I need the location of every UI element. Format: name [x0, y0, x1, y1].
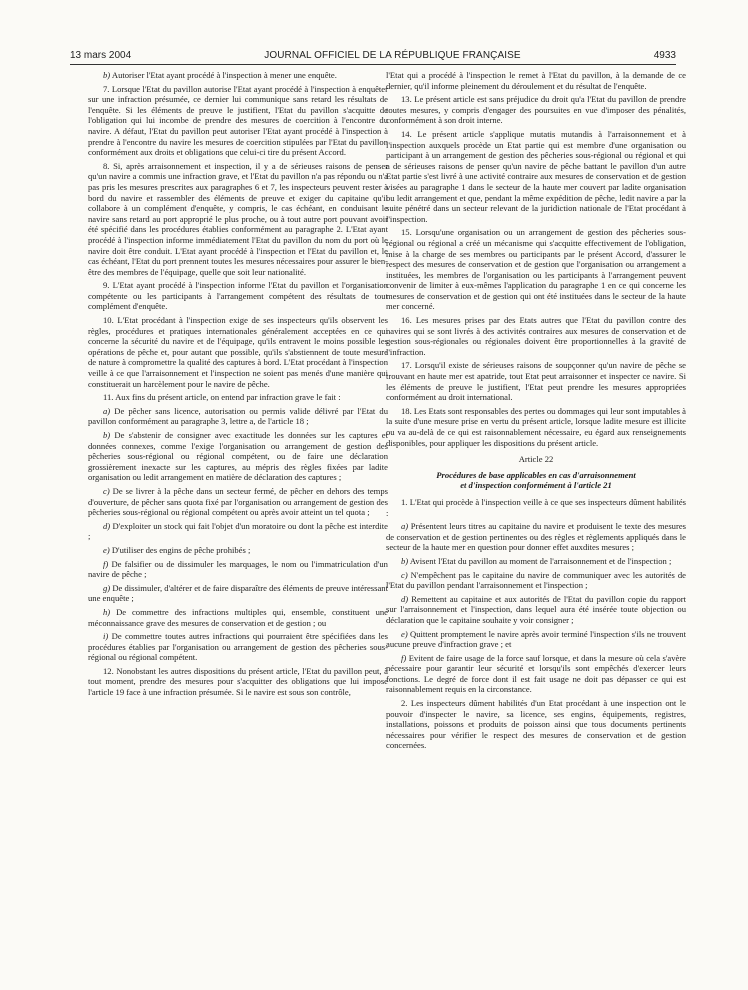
paragraph-text: 10. L'Etat procédant à l'inspection exige de ses inspecteurs qu'ils observent les règles, procédures et pratiques internationales généralement acceptées en ce qui concerne la sécurité du navire et de l'équipage, qu'ils entravent le moins possible les opérations de pêche et, pour autant que possible, qu'ils s'abstiennent de toute mesure de nature à compromettre la qualité des captures à bord. L'Etat procédant à l'inspection veille à ce que l'arraisonnement et l'inspection ne soient pas menés d'une manière qui constituerait un harcèlement pour le navire de pêche. — [88, 315, 388, 389]
list-letter: b) — [103, 70, 111, 80]
header-page-number: 4933 — [653, 49, 676, 61]
paragraph-text: Avisent l'Etat du pavillon au moment de l'arraisonnement et de l'inspection ; — [409, 555, 672, 566]
paragraph-text: 7. Lorsque l'Etat du pavillon autorise l'Etat ayant procédé à l'inspection à enquêter sur une infraction présumée, ce dernier lui communique sans retard les résultats de l'enquête. Si les éléments de preuve le justifient, l'Etat du pavillon s'acquitte de l'obligation qui lui incombe de prendre des mesures de coercition à l'encontre du navire. A défaut, l'Etat du pavillon peut autoriser l'Etat ayant procédé à l'inspection à prendre à l'encontre du navire les mesures de coercition stipulées par l'Etat du pavillon conformément aux droits et obligations que celui-ci tire du présent Accord. — [88, 83, 388, 158]
header-date: 13 mars 2004 — [70, 49, 132, 61]
paragraph — [88, 486, 388, 518]
paragraph — [88, 392, 388, 403]
paragraph-text: De pêcher sans licence, autorisation ou permis valide délivré par l'Etat du pavillon conformément au paragraphe 3, lettre a, de l'article 18 ; — [88, 405, 388, 427]
paragraph — [386, 406, 686, 448]
paragraph-text: De s'abstenir de consigner avec exactitude les données sur les captures et données connexes, comme l'exige l'organisation ou arrangement de gestion des pêcheries sous-régional ou régional compétent, ou de faire une déclaration grossièrement inexacte sur les captures, au mépris des règles fixées par ladite organisation ou ledit arrangement en matière de déclaration des captures ; — [88, 430, 388, 483]
right-column-bottom — [386, 497, 686, 751]
paragraph — [88, 607, 388, 628]
list-letter: f) — [401, 652, 407, 663]
paragraph-text: 15. Lorsqu'une organisation ou un arrangement de gestion des pêcheries sous-régional ou régional a créé un mécanisme qui s'acquitte effectivement de l'obligation, mise à la charge de ses membres ou participants par le présent Accord, d'assurer le respect des mesures de conservation et de gestion que l'organisation ou arrangement a instituées, les membres de l'organisation ou les participants à l'arrangement peuvent convenir de limiter à eux-mêmes l'application du paragraphe 1 en ce qui concerne les mesures de conservation et de gestion qui ont été instituées dans le secteur de la haute mer concerné. — [386, 227, 686, 312]
paragraph — [386, 315, 686, 357]
paragraph-text: 14. Le présent article s'applique mutatis mutandis à l'arraisonnement et à l'inspection auxquels procède un Etat partie qui est membre d'une organisation ou participant à un arrangement de gestion des pêcheries sous-régional ou régional et qui a de sérieuses raisons de penser qu'un navire de pêche battant le pavillon d'un autre Etat partie s'est livré à une activité contraire aux mesures de conservation et de gestion visées au paragraphe 1 dans le secteur de la haute mer couvert par ladite organisation ou ledit arrangement et que, pendant la même expédition de pêche, ledit navire a par la suite pénétré dans un secteur relevant de la juridiction nationale de l'Etat procédant à l'inspection. — [386, 128, 686, 224]
paragraph — [88, 430, 388, 483]
paragraph-text: De commettre toutes autres infractions qui pourraient être spécifiées dans les procédures établies par l'organisation ou arrangement de gestion des pêcheries sous-régional ou régional compétent. — [88, 631, 388, 663]
left-column — [88, 70, 388, 701]
list-letter: a) — [401, 521, 409, 532]
header-journal-title: JOURNAL OFFICIEL DE LA RÉPUBLIQUE FRANÇAISE — [264, 49, 521, 61]
paragraph — [386, 70, 686, 91]
list-letter: b) — [401, 555, 409, 566]
paragraph-text: De commettre des infractions multiples qui, ensemble, constituent une méconnaissance grave des mesures de conservation et de gestion ; ou — [88, 606, 388, 628]
list-letter: f) — [103, 558, 109, 569]
right-column — [386, 70, 686, 754]
paragraph — [88, 521, 388, 542]
header-rule — [70, 64, 676, 65]
paragraph — [386, 570, 686, 591]
paragraph — [88, 583, 388, 604]
paragraph-text: 1. L'Etat qui procède à l'inspection veille à ce que ses inspecteurs dûment habilités : — [386, 496, 686, 518]
paragraph — [386, 521, 686, 553]
paragraph-text: 9. L'Etat ayant procédé à l'inspection informe l'Etat du pavillon et l'organisation compétente ou les participants à l'arrangement compétent des résultats de tout complément d'enquête. — [88, 280, 388, 312]
paragraph — [88, 631, 388, 663]
paragraph-text: Evitent de faire usage de la force sauf lorsque, et dans la mesure où cela s'avère nécessaire pour garantir leur sécurité et lorsqu'ils sont empêchés d'exercer leurs fonctions. Le degré de force dont il est fait usage ne doit pas dépasser ce qui est raisonnablement requis en la circonstance. — [386, 652, 686, 695]
paragraph — [386, 360, 686, 402]
list-letter: h) — [103, 606, 111, 617]
paragraph — [88, 280, 388, 312]
paragraph-text: 18. Les Etats sont responsables des pertes ou dommages qui leur sont imputables à la suite d'une mesure prise en vertu du présent article, lorsque ladite mesure est illicite ou va au-delà de ce qui est raisonnablement nécessaire, eu égard aux renseignements disponibles, pour appliquer les dispositions du présent article. — [386, 405, 686, 448]
article-heading: Article 22 — [518, 454, 554, 465]
paragraph — [386, 629, 686, 650]
list-letter: e) — [103, 544, 110, 555]
paragraph-text: 8. Si, après arraisonnement et inspection, il y a de sérieuses raisons de penser qu'un navire a commis une infraction grave, et l'Etat du pavillon n'a pas répondu ou n'a pas pris les mesures prescrites aux paragraphes 6 et 7, les inspecteurs peuvent rester à bord du navire et rassembler des éléments de preuve et exiger du capitaine qu'il collabore à un complément d'enquête, y compris, le cas échéant, en conduisant le navire sans retard au port approprié le plus proche, ou à tout autre port pouvant avoir été spécifié dans les procédures établies conformément au paragraphe 2. L'Etat ayant procédé à l'inspection informe immédiatement l'Etat du pavillon du nom du port où le navire doit être conduit. L'Etat ayant procédé à l'inspection et l'Etat du pavillon et, le cas échéant, l'Etat du port prennent toutes les mesures nécessaires pour assurer le bien-être des membres de l'équipage, quelle que soit leur nationalité. — [88, 160, 388, 277]
paragraph — [386, 556, 686, 567]
paragraph-text: Remettent au capitaine et aux autorités de l'Etat du pavillon copie du rapport sur l'arraisonnement et l'inspection, dans lequel aura été insérée toute objection ou déclaration que le capitaine souhaite y voir consigner ; — [386, 593, 686, 625]
article-title-line1: Procédures de base applicables en cas d'arraisonnement — [436, 469, 636, 480]
paragraph — [386, 698, 686, 751]
paragraph-text: D'exploiter un stock qui fait l'objet d'un moratoire ou dont la pêche est interdite ; — [88, 520, 388, 542]
paragraph — [88, 666, 388, 698]
paragraph — [88, 315, 388, 389]
paragraph-text: De falsifier ou de dissimuler les marquages, le nom ou l'immatriculation d'un navire de pêche ; — [88, 558, 388, 580]
paragraph-text: 2. Les inspecteurs dûment habilités d'un Etat procédant à une inspection ont le pouvoir d'inspecter le navire, sa licence, ses engins, équipements, registres, installations, poissons et produits de poisson ainsi que tous documents pertinents nécessaires pour vérifier le respect des mesures de conservation et de gestion concernées. — [386, 698, 686, 751]
paragraph-text: 13. Le présent article est sans préjudice du droit qu'a l'Etat du pavillon de prendre toutes mesures, y compris d'engager des poursuites en vue d'imposer des pénalités, conformément à son droit interne. — [386, 94, 686, 126]
article-title — [386, 470, 686, 491]
paragraph-text: De se livrer à la pêche dans un secteur fermé, de pêcher en dehors des temps d'ouverture, de pêcher sans quota fixé par l'organisation ou arrangement de gestion des pêcheries sous-régional ou régional compétent ou après avoir atteint un tel quota ; — [88, 485, 388, 518]
list-letter: d) — [401, 593, 409, 604]
article-title-line2: et d'inspection conformément à l'article 21 — [460, 480, 612, 491]
list-letter: d) — [103, 520, 111, 531]
page-header — [70, 48, 676, 62]
list-letter: i) — [103, 631, 109, 642]
list-letter: e) — [401, 628, 408, 639]
paragraph — [386, 94, 686, 126]
paragraph — [88, 70, 388, 81]
paragraph — [386, 594, 686, 626]
paragraph-text: 12. Nonobstant les autres dispositions du présent article, l'Etat du pavillon peut, à tout moment, prendre des mesures pour s'acquitter des obligations que lui impose l'article 19 face à une infraction présumée. Si le navire est sous son contrôle, — [88, 665, 388, 698]
paragraph — [88, 161, 388, 278]
paragraph — [88, 406, 388, 427]
paragraph — [386, 129, 686, 224]
paragraph-text: N'empêchent pas le capitaine du navire de communiquer avec les autorités de l'Etat du pavillon pendant l'arraisonnement et l'inspection ; — [386, 569, 686, 591]
paragraph-text: 16. Les mesures prises par des Etats autres que l'Etat du pavillon contre des navires qui se sont livrés à des activités contraires aux mesures de conservation et de gestion sous-régionales ou régionales doivent être proportionnelles à la gravité de l'infraction. — [386, 315, 686, 357]
list-letter: c) — [103, 485, 110, 496]
list-letter: c) — [401, 569, 408, 580]
list-letter: a) — [103, 405, 111, 416]
paragraph-text: 11. Aux fins du présent article, on entend par infraction grave le fait : — [103, 392, 341, 403]
right-column-top — [386, 70, 686, 448]
paragraph-text: Quittent promptement le navire après avoir terminé l'inspection s'ils ne trouvent aucune preuve d'infraction grave ; et — [386, 628, 686, 650]
paragraph-text: l'Etat qui a procédé à l'inspection le remet à l'Etat du pavillon, à la demande de ce dernier, qu'il informe pleinement du déroulement et du résultat de l'enquête. — [386, 70, 686, 91]
paragraph-text: D'utiliser des engins de pêche prohibés ; — [111, 544, 251, 555]
paragraph — [386, 497, 686, 518]
list-letter: b) — [103, 430, 111, 440]
paragraph-text: Autoriser l'Etat ayant procédé à l'inspection à mener une enquête. — [111, 70, 337, 80]
paragraph — [88, 545, 388, 556]
list-letter: g) — [103, 582, 111, 593]
paragraph — [88, 559, 388, 580]
paragraph-text: De dissimuler, d'altérer et de faire disparaître des éléments de preuve intéressant une enquête ; — [88, 582, 388, 604]
paragraph — [386, 653, 686, 695]
paragraph — [386, 227, 686, 312]
paragraph — [88, 84, 388, 158]
paragraph-text: 17. Lorsqu'il existe de sérieuses raisons de soupçonner qu'un navire de pêche se trouvant en haute mer est apatride, tout Etat peut arraisonner et inspecter ce navire. Si les éléments de preuve le justifient, l'Etat peut prendre les mesures appropriées conformément au droit international. — [386, 360, 686, 403]
paragraph-text: Présentent leurs titres au capitaine du navire et produisent le texte des mesures de conservation et de gestion pertinentes ou des règles et règlements appliqués dans le secteur de la haute mer en question pour donner effet auxdites mesures ; — [386, 521, 686, 553]
